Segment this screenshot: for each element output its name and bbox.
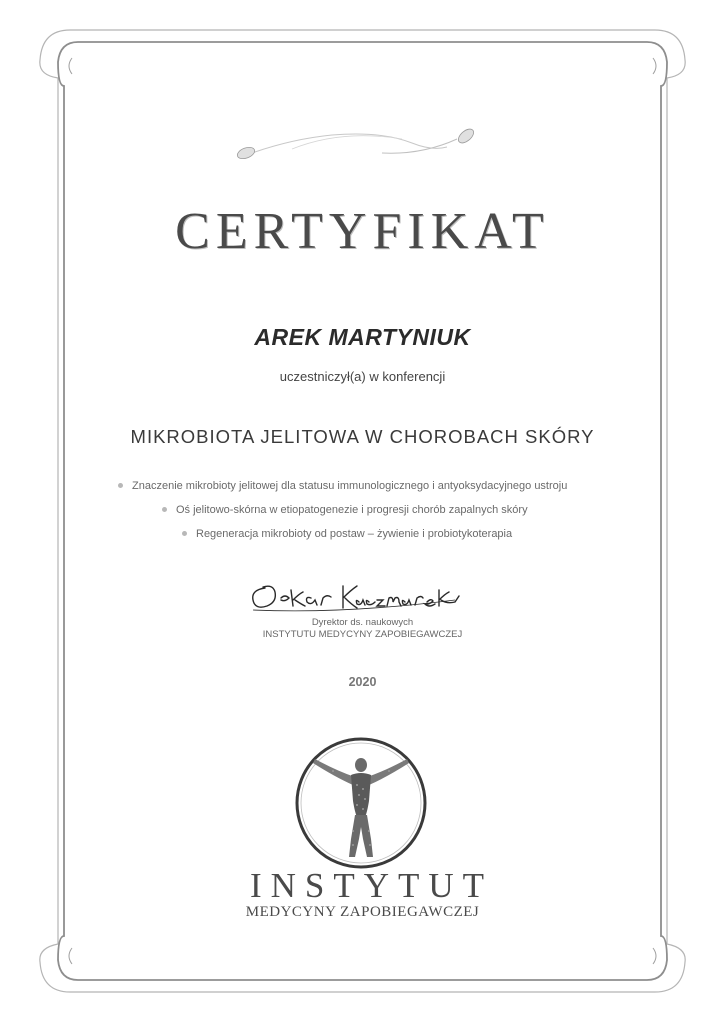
certificate-title: CERTYFIKAT	[175, 203, 550, 260]
bullet-icon	[118, 483, 123, 488]
institute-logo-icon	[293, 735, 429, 871]
bullet-icon	[162, 507, 167, 512]
director-signature	[245, 578, 465, 618]
topic-item	[162, 504, 528, 516]
certificate-year: 2020	[348, 675, 377, 689]
topic-item	[182, 528, 512, 540]
topic-text: Oś jelitowo-skórna w etiopatogenezie i progresji chorób zapalnych skóry	[176, 504, 528, 516]
director-organization: INSTYTUTU MEDYCYNY ZAPOBIEGAWCZEJ	[262, 629, 463, 640]
director-role: Dyrektor ds. naukowych	[311, 617, 414, 628]
topic-text: Znaczenie mikrobioty jelitowej dla statusu immunologicznego i antyoksydacyjnego ustroju	[132, 480, 568, 492]
bullet-icon	[182, 531, 187, 536]
topic-item	[118, 480, 567, 492]
conference-title: MIKROBIOTA JELITOWA W CHOROBACH SKÓRY	[130, 426, 595, 447]
recipient-name: AREK MARTYNIUK	[254, 324, 471, 350]
participation-text: uczestniczył(a) w konferencji	[279, 369, 446, 384]
ornament-swirl	[232, 125, 492, 175]
institute-subtitle: MEDYCYNY ZAPOBIEGAWCZEJ	[245, 904, 480, 920]
topic-text: Regeneracja mikrobioty od postaw – żywienie i probiotykoterapia	[196, 528, 513, 540]
institute-name: INSTYTUT	[249, 866, 494, 905]
